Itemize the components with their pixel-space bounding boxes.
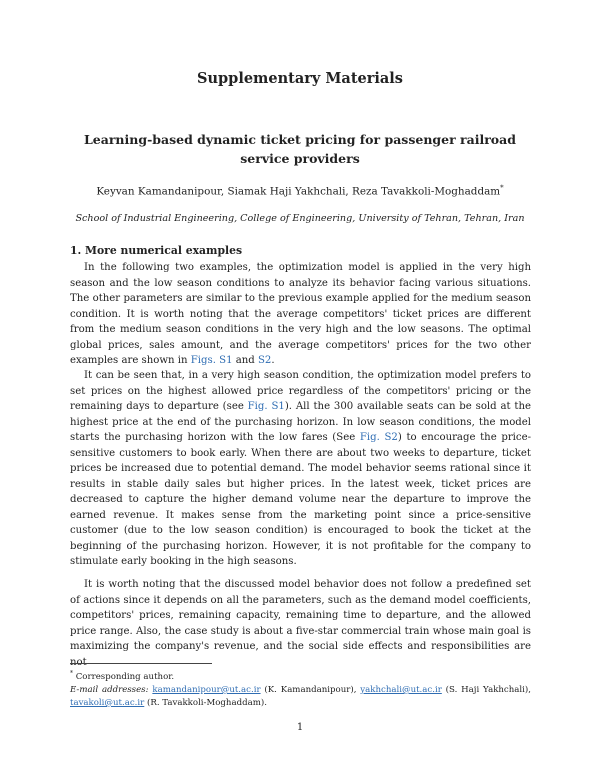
paragraph-3 bbox=[70, 577, 531, 670]
email-name-3: (R. Tavakkoli-Moghaddam). bbox=[144, 697, 267, 708]
corresponding-author-mark: * bbox=[500, 184, 504, 192]
page-title: Supplementary Materials bbox=[197, 70, 403, 87]
paper-title: Learning-based dynamic ticket pricing for passenger railroad service providers bbox=[83, 132, 516, 166]
paragraph-2-text-b: ). All the 300 available seats can be sold at the highest price at the end of the purchasing horizon. In low season conditions, the model starts the purchasing horizon with the low fares (See bbox=[70, 401, 531, 443]
figure-link-fig-s2[interactable]: Fig. S2 bbox=[359, 432, 398, 443]
paragraph-1 bbox=[70, 260, 531, 369]
email-label: E-mail addresses: bbox=[70, 684, 149, 695]
email-name-1: (K. Kamandanipour), bbox=[260, 684, 361, 695]
email-link-1[interactable]: kamandanipour@ut.ac.ir bbox=[152, 684, 261, 695]
email-link-3[interactable]: tavakoli@ut.ac.ir bbox=[70, 697, 145, 708]
footnote-divider bbox=[70, 663, 212, 664]
figure-link-s2[interactable]: S2 bbox=[258, 355, 272, 366]
paragraph-1-end: . bbox=[271, 355, 275, 366]
page-number: 1 bbox=[296, 722, 304, 733]
footnote bbox=[70, 667, 531, 710]
paragraph-2-text-a: It can be seen that, in a very high season condition, the optimization model prefers to set prices on the highest allowed price regardless of the competitors' pricing or the remaining days to departure (see bbox=[70, 370, 531, 412]
author-names: Keyvan Kamandanipour, Siamak Haji Yakhchali, Reza Tavakkoli-Moghaddam bbox=[96, 185, 501, 198]
paragraph-1-text: In the following two examples, the optimization model is applied in the very high season and the low season conditions to analyze its behavior facing various situations. The other parameters are similar to the previous example applied for the medium season condition. It is worth noting that the average competitors' ticket prices are different from the medium season conditions in the very high and the low seasons. The optimal global prices, sales amount, and the average competitors' prices for the two other examples are shown in bbox=[70, 262, 531, 366]
figure-link-fig-s1[interactable]: Fig. S1 bbox=[247, 401, 285, 412]
paragraph-2 bbox=[70, 368, 531, 570]
author-list bbox=[0, 184, 600, 197]
email-name-2: (S. Haji Yakhchali), bbox=[441, 684, 531, 695]
section-heading: 1. More numerical examples bbox=[70, 244, 243, 257]
affiliation: School of Industrial Engineering, College of Engineering, University of Tehran, Tehran, Iran bbox=[75, 213, 525, 224]
paragraph-1-and: and bbox=[232, 355, 258, 366]
paragraph-3-text: It is worth noting that the discussed model behavior does not follow a predefined set of actions since it depends on all the parameters, such as the demand model coefficients, competitors' prices, remaining capacity, remaining time to departure, and the allowed price range. Also, the case study is about a five-star commercial train whose main goal is maximizing the company's revenue, and the social side effects and responsibilities are not bbox=[70, 579, 531, 668]
figure-link-s1[interactable]: Figs. S1 bbox=[190, 355, 233, 366]
footnote-corresponding: Corresponding author. bbox=[73, 671, 175, 682]
paragraph-2-text-c: ) to encourage the price-sensitive customers to book early. When there are about two weeks to departure, ticket prices be increased due to potential demand. The model behavior seems rational since it results in stable daily sales but higher prices. In the latest week, ticket prices are decreased to capture the higher demand volume near the departure to improve the earned revenue. It makes sense from the marketing point since a price-sensitive customer (due to the low season condition) is encouraged to book the ticket at the beginning of the purchasing horizon. However, it is not profitable for the company to stimulate early booking in the high seasons. bbox=[70, 432, 531, 567]
footnote-mark: * bbox=[70, 670, 73, 677]
email-link-2[interactable]: yakhchali@ut.ac.ir bbox=[360, 684, 442, 695]
